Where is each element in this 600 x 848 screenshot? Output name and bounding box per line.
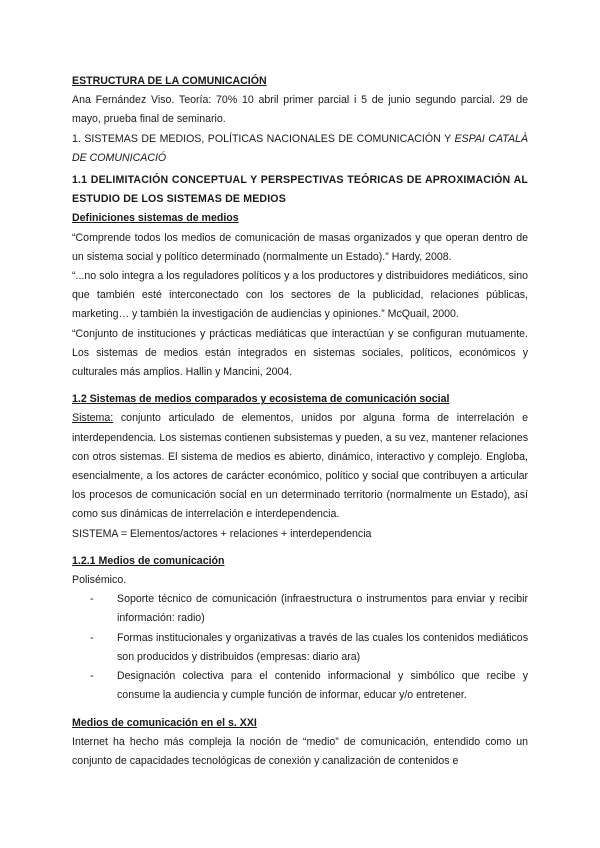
quote-hardy: “Comprende todos los medios de comunicación de masas organizados y que operan dentro de un sistema social y político determinado (normalmente un Estado).” Hardy, 2008. xyxy=(72,231,528,263)
polisemico-text: Polisémico. xyxy=(72,574,127,587)
list-item-text: Designación colectiva para el contenido informacional y simbólico que recibe y consume la audiencia y cumple función de informar, educar y/o entretener. xyxy=(117,670,528,702)
list-item xyxy=(72,590,528,628)
section-1-2-heading: 1.2 Sistemas de medios comparados y ecosistema de comunicación social xyxy=(72,393,450,406)
document-title: ESTRUCTURA DE LA COMUNICACIÓN xyxy=(72,75,267,87)
section-1-text: 1. SISTEMAS DE MEDIOS, POLÍTICAS NACIONALES DE COMUNICACIÓN Y xyxy=(72,132,455,145)
dash-bullet: - xyxy=(90,593,94,606)
list-item-text: Soporte técnico de comunicación (infraestructura o instrumentos para enviar y recibir información: radio) xyxy=(117,593,528,625)
list-item xyxy=(72,629,528,667)
list-item-text: Formas institucionales y organizativas a través de las cuales los contenidos mediáticos son producidos y distribuidos (empresas: diario ara) xyxy=(117,631,528,663)
sistema-label: Sistema: xyxy=(72,412,114,425)
sistema-text: conjunto articulado de elementos, unidos por alguna forma de interrelación e interdependencia. Los sistemas contienen subsistemas y pueden, a su vez, mantener relaciones con otros sistemas. El sistema de medios es abierto, dinámico, interactivo y complejo. Engloba, esencialmente, a los actores de carácter económico, político y social que contribuyen a articular los procesos de comunicación social en un determinado territorio (normalmente un Estado), así como sus dinámicas de interrelación e interdependencia. xyxy=(72,412,528,521)
definitions-heading: Definiciones sistemas de medios xyxy=(72,212,239,225)
dash-bullet: - xyxy=(90,631,94,644)
medios-xxi-paragraph: Internet ha hecho más compleja la noción de “medio” de comunicación, entendido como un conjunto de capacidades tecnológicas de conexión y canalización de contenidos e xyxy=(72,735,528,767)
sistema-formula: SISTEMA = Elementos/actores + relaciones + interdependencia xyxy=(72,527,372,540)
document-body xyxy=(72,72,528,771)
section-1-italic: ESPAI CATALÀ DE COMUNICACIÓ xyxy=(72,132,528,164)
medios-xxi-heading: Medios de comunicación en el s. XXI xyxy=(72,716,257,729)
medios-list xyxy=(72,590,528,705)
dash-bullet: - xyxy=(90,670,94,683)
quote-mcquail: “...no solo integra a los reguladores políticos y a los productores y distribuidores mediáticos, sino que también esté interconectado con los sectores de la publicidad, relaciones públicas, marketing… y también la investigación de audiencias y opiniones.” McQuail, 2000. xyxy=(72,270,528,321)
sistema-paragraph xyxy=(72,409,528,524)
section-1-heading xyxy=(72,130,528,168)
section-1-1-heading: 1.1 DELIMITACIÓN CONCEPTUAL Y PERSPECTIVAS TEÓRICAS DE APROXIMACIÓN AL ESTUDIO DE LOS SISTEMAS DE MEDIOS xyxy=(72,174,528,206)
quote-hallin-mancini: “Conjunto de instituciones y prácticas mediáticas que interactúan y se configuran mutuamente. Los sistemas de medios están integrados en sistemas sociales, políticos, económicos y culturales más amplios. Hallin y Mancini, 2004. xyxy=(72,327,528,379)
list-item xyxy=(72,667,528,705)
intro-paragraph: Ana Fernández Viso. Teoría: 70% 10 abril primer parcial i 5 de junio segundo parcial. 29 de mayo, prueba final de seminario. xyxy=(72,94,528,126)
section-1-2-1-heading: 1.2.1 Medios de comunicación xyxy=(72,554,225,567)
